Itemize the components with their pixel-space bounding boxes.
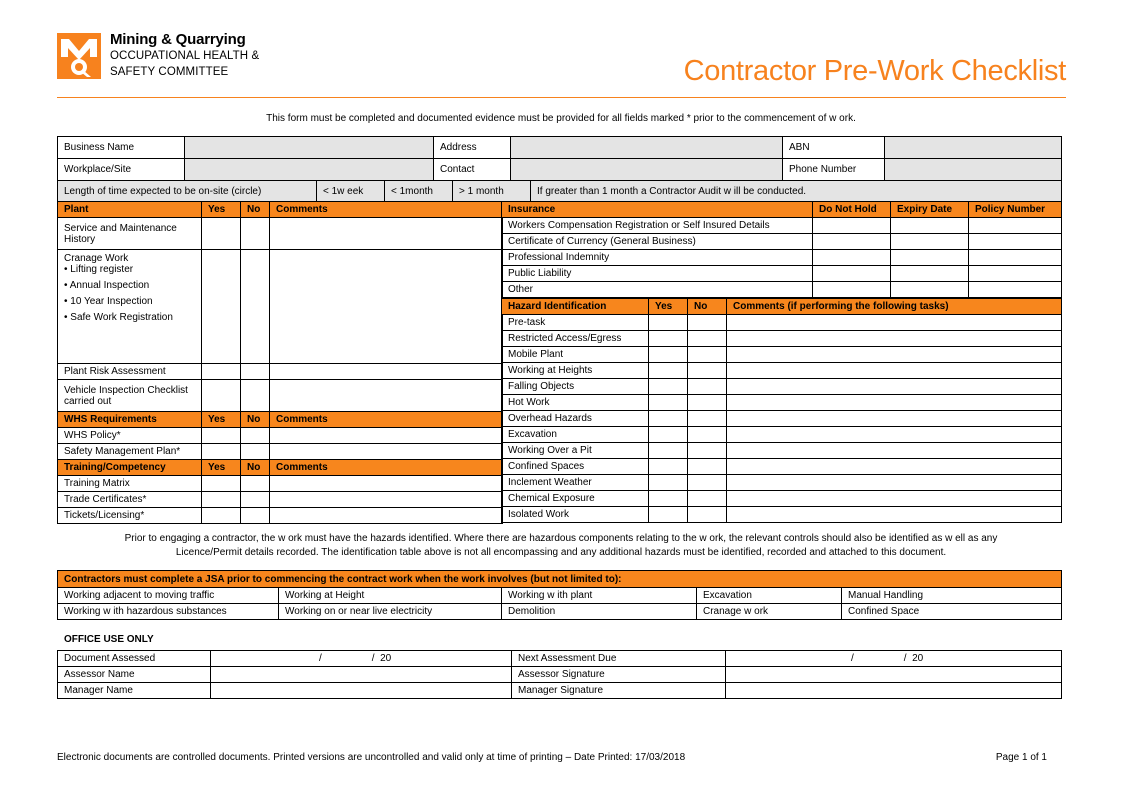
- no-cell[interactable]: [688, 443, 727, 459]
- yes-cell[interactable]: [202, 444, 241, 460]
- cell[interactable]: [891, 250, 969, 266]
- option-less-1-month[interactable]: < 1month: [385, 181, 453, 203]
- jsa-item: Excavation: [697, 588, 842, 604]
- workplace-label: Workplace/Site: [58, 159, 185, 181]
- no-cell[interactable]: [241, 444, 270, 460]
- hazard-row: Working at Heights: [502, 363, 649, 379]
- no-cell[interactable]: [241, 218, 270, 250]
- hazard-row: Restricted Access/Egress: [502, 331, 649, 347]
- comments-cell[interactable]: [727, 363, 1062, 379]
- business-name-field[interactable]: [185, 137, 434, 159]
- yes-cell[interactable]: [649, 443, 688, 459]
- comments-cell[interactable]: [727, 315, 1062, 331]
- page-number: Page 1 of 1: [995, 752, 1047, 763]
- comments-cell[interactable]: [727, 443, 1062, 459]
- footer-text: Electronic documents are controlled documents. Printed versions are uncontrolled and valid only at time of printing – Date Printed: 17/03/2018: [57, 752, 686, 763]
- no-cell[interactable]: [241, 250, 270, 364]
- hazard-row: Mobile Plant: [502, 347, 649, 363]
- yes-cell[interactable]: [649, 507, 688, 523]
- hazard-row: Pre-task: [502, 315, 649, 331]
- comments-cell[interactable]: [270, 492, 503, 508]
- cell[interactable]: [969, 218, 1062, 234]
- yes-cell[interactable]: [202, 508, 241, 524]
- abn-field[interactable]: [885, 137, 1062, 159]
- yes-cell[interactable]: [649, 427, 688, 443]
- next-assessment-date[interactable]: / / 20: [726, 651, 1062, 667]
- no-cell[interactable]: [688, 507, 727, 523]
- plant-row-service-history: Service and Maintenance History: [58, 218, 202, 250]
- yes-cell[interactable]: [202, 492, 241, 508]
- training-header: Training/Competency: [58, 460, 202, 476]
- no-cell[interactable]: [241, 492, 270, 508]
- no-cell[interactable]: [688, 395, 727, 411]
- hazard-yes-header: Yes: [649, 299, 688, 315]
- mq-logo: [57, 33, 101, 79]
- cell[interactable]: [891, 266, 969, 282]
- training-row-matrix: Training Matrix: [58, 476, 202, 492]
- audit-note: If greater than 1 month a Contractor Audit w ill be conducted.: [531, 181, 1062, 203]
- comments-cell[interactable]: [270, 428, 503, 444]
- abn-label: ABN: [783, 137, 885, 159]
- yes-cell[interactable]: [649, 459, 688, 475]
- no-cell[interactable]: [688, 427, 727, 443]
- insurance-row: Certificate of Currency (General Business): [502, 234, 813, 250]
- org-line-2: OCCUPATIONAL HEALTH &: [110, 50, 260, 62]
- hazard-table: [501, 298, 1062, 523]
- jsa-item: Confined Space: [842, 604, 1062, 620]
- plant-comments-header: Comments: [270, 202, 503, 218]
- comments-cell[interactable]: [727, 379, 1062, 395]
- cell[interactable]: [891, 282, 969, 298]
- cell[interactable]: [813, 266, 891, 282]
- no-cell[interactable]: [688, 459, 727, 475]
- comments-cell[interactable]: [727, 507, 1062, 523]
- option-less-1-week[interactable]: < 1w eek: [317, 181, 385, 203]
- no-cell[interactable]: [241, 508, 270, 524]
- cell[interactable]: [891, 234, 969, 250]
- comments-cell[interactable]: [270, 218, 503, 250]
- hazard-row: Excavation: [502, 427, 649, 443]
- assessor-signature-label: Assessor Signature: [512, 667, 726, 683]
- hazard-row: Overhead Hazards: [502, 411, 649, 427]
- yes-cell[interactable]: [649, 363, 688, 379]
- yes-cell[interactable]: [649, 491, 688, 507]
- whs-no-header: No: [241, 412, 270, 428]
- assessor-name-field[interactable]: [211, 667, 512, 683]
- organisation-name: [110, 32, 259, 80]
- hazard-no-header: No: [688, 299, 727, 315]
- jsa-item: Manual Handling: [842, 588, 1062, 604]
- org-line-3: SAFETY COMMITTEE: [110, 66, 229, 78]
- next-assessment-label: Next Assessment Due: [512, 651, 726, 667]
- assessor-name-label: Assessor Name: [58, 667, 211, 683]
- cell[interactable]: [813, 282, 891, 298]
- comments-cell[interactable]: [727, 427, 1062, 443]
- training-comments-header: Comments: [270, 460, 503, 476]
- jsa-item: Working adjacent to moving traffic: [58, 588, 279, 604]
- phone-label: Phone Number: [783, 159, 885, 181]
- cell[interactable]: [813, 250, 891, 266]
- jsa-item: Cranage w ork: [697, 604, 842, 620]
- plant-header: Plant: [58, 202, 202, 218]
- yes-cell[interactable]: [649, 315, 688, 331]
- no-cell[interactable]: [688, 491, 727, 507]
- workplace-field[interactable]: [185, 159, 434, 181]
- yes-cell[interactable]: [649, 411, 688, 427]
- yes-cell[interactable]: [202, 218, 241, 250]
- yes-cell[interactable]: [202, 476, 241, 492]
- comments-cell[interactable]: [270, 250, 503, 364]
- document-assessed-date[interactable]: / / 20: [211, 651, 512, 667]
- whs-row-safety-plan: Safety Management Plan*: [58, 444, 202, 460]
- training-row-trade-certificates: Trade Certificates*: [58, 492, 202, 508]
- no-cell[interactable]: [688, 411, 727, 427]
- manager-name-field[interactable]: [211, 683, 512, 699]
- no-cell[interactable]: [241, 428, 270, 444]
- comments-cell[interactable]: [727, 475, 1062, 491]
- cell[interactable]: [969, 266, 1062, 282]
- training-yes-header: Yes: [202, 460, 241, 476]
- address-field[interactable]: [511, 137, 783, 159]
- manager-name-label: Manager Name: [58, 683, 211, 699]
- hazard-row: Hot Work: [502, 395, 649, 411]
- whs-header: WHS Requirements: [58, 412, 202, 428]
- hazard-row: Chemical Exposure: [502, 491, 649, 507]
- comments-cell[interactable]: [727, 459, 1062, 475]
- hazard-row: Falling Objects: [502, 379, 649, 395]
- whs-row-policy: WHS Policy*: [58, 428, 202, 444]
- no-cell[interactable]: [688, 347, 727, 363]
- comments-cell[interactable]: [270, 476, 503, 492]
- no-cell[interactable]: [688, 363, 727, 379]
- jsa-table: [57, 570, 1062, 620]
- duration-row: [57, 180, 1062, 203]
- do-not-hold-header: Do Not Hold: [813, 202, 891, 218]
- plant-no-header: No: [241, 202, 270, 218]
- whs-comments-header: Comments: [270, 412, 503, 428]
- time-onsite-label: Length of time expected to be on-site (circle): [58, 181, 317, 203]
- intro-text: This form must be completed and documented evidence must be provided for all fields marked * prior to the commencement of w ork.: [266, 113, 856, 124]
- no-cell[interactable]: [241, 364, 270, 380]
- header-divider: [57, 97, 1066, 98]
- plant-row-risk-assessment: Plant Risk Assessment: [58, 364, 202, 380]
- business-details: [57, 136, 1062, 181]
- no-cell[interactable]: [688, 379, 727, 395]
- page-title: Contractor Pre-Work Checklist: [683, 55, 1066, 87]
- no-cell[interactable]: [688, 475, 727, 491]
- org-line-1: Mining & Quarrying: [110, 31, 246, 48]
- hazard-comments-header: Comments (if performing the following tasks): [727, 299, 1062, 315]
- yes-cell[interactable]: [649, 331, 688, 347]
- comments-cell[interactable]: [727, 395, 1062, 411]
- yes-cell[interactable]: [649, 395, 688, 411]
- yes-cell[interactable]: [202, 380, 241, 412]
- phone-field[interactable]: [885, 159, 1062, 181]
- hazard-note: Prior to engaging a contractor, the w ork must have the hazards identified. Where there are hazardous components relating to the w ork, the relevant controls should also be identified as w ell as any Licence/Permit details recorded. The identification table above is not all encompassing and any additional hazards must be identified, recorded and attached to this document.: [124, 533, 998, 558]
- insurance-row: Professional Indemnity: [502, 250, 813, 266]
- expiry-date-header: Expiry Date: [891, 202, 969, 218]
- training-no-header: No: [241, 460, 270, 476]
- insurance-header: Insurance: [502, 202, 813, 218]
- comments-cell[interactable]: [727, 491, 1062, 507]
- jsa-item: Working w ith hazardous substances: [58, 604, 279, 620]
- yes-cell[interactable]: [649, 379, 688, 395]
- comments-cell[interactable]: [727, 411, 1062, 427]
- cranage-item: • 10 Year Inspection: [64, 296, 153, 307]
- cranage-item: • Safe Work Registration: [64, 312, 173, 323]
- comments-cell[interactable]: [727, 347, 1062, 363]
- insurance-table: [501, 201, 1062, 298]
- jsa-item: Working at Height: [279, 588, 502, 604]
- yes-cell[interactable]: [649, 475, 688, 491]
- contact-field[interactable]: [511, 159, 783, 181]
- cell[interactable]: [813, 234, 891, 250]
- whs-yes-header: Yes: [202, 412, 241, 428]
- no-cell[interactable]: [241, 476, 270, 492]
- comments-cell[interactable]: [270, 444, 503, 460]
- training-row-tickets: Tickets/Licensing*: [58, 508, 202, 524]
- plant-row-cranage: [58, 250, 202, 364]
- insurance-row: Other: [502, 282, 813, 298]
- office-use-table: [57, 650, 1062, 699]
- no-cell[interactable]: [688, 315, 727, 331]
- cell[interactable]: [969, 250, 1062, 266]
- yes-cell[interactable]: [202, 428, 241, 444]
- jsa-item: Working on or near live electricity: [279, 604, 502, 620]
- office-use-title: OFFICE USE ONLY: [64, 634, 154, 645]
- yes-cell[interactable]: [649, 347, 688, 363]
- no-cell[interactable]: [688, 331, 727, 347]
- cranage-title: Cranage Work: [64, 253, 129, 264]
- business-name-label: Business Name: [58, 137, 185, 159]
- policy-number-header: Policy Number: [969, 202, 1062, 218]
- manager-signature-field[interactable]: [726, 683, 1062, 699]
- cell[interactable]: [969, 234, 1062, 250]
- jsa-item: Demolition: [502, 604, 697, 620]
- jsa-item: Working w ith plant: [502, 588, 697, 604]
- cell[interactable]: [891, 218, 969, 234]
- yes-cell[interactable]: [202, 364, 241, 380]
- comments-cell[interactable]: [727, 331, 1062, 347]
- plant-yes-header: Yes: [202, 202, 241, 218]
- assessor-signature-field[interactable]: [726, 667, 1062, 683]
- cranage-item: • Lifting register: [64, 264, 134, 275]
- insurance-row: Public Liability: [502, 266, 813, 282]
- comments-cell[interactable]: [270, 380, 503, 412]
- option-more-1-month[interactable]: > 1 month: [453, 181, 531, 203]
- plant-table: [57, 201, 503, 524]
- contact-label: Contact: [434, 159, 511, 181]
- document-assessed-label: Document Assessed: [58, 651, 211, 667]
- manager-signature-label: Manager Signature: [512, 683, 726, 699]
- jsa-header: Contractors must complete a JSA prior to commencing the contract work when the work involves (but not limited to):: [58, 571, 1062, 588]
- comments-cell[interactable]: [270, 364, 503, 380]
- address-label: Address: [434, 137, 511, 159]
- cell[interactable]: [969, 282, 1062, 298]
- hazard-row: Isolated Work: [502, 507, 649, 523]
- cranage-item: • Annual Inspection: [64, 280, 150, 291]
- hazard-row: Working Over a Pit: [502, 443, 649, 459]
- hazard-header: Hazard Identification: [502, 299, 649, 315]
- hazard-row: Confined Spaces: [502, 459, 649, 475]
- no-cell[interactable]: [241, 380, 270, 412]
- yes-cell[interactable]: [202, 250, 241, 364]
- comments-cell[interactable]: [270, 508, 503, 524]
- cell[interactable]: [813, 218, 891, 234]
- plant-row-vehicle-inspection: Vehicle Inspection Checklist carried out: [58, 380, 202, 412]
- hazard-row: Inclement Weather: [502, 475, 649, 491]
- insurance-row: Workers Compensation Registration or Self Insured Details: [502, 218, 813, 234]
